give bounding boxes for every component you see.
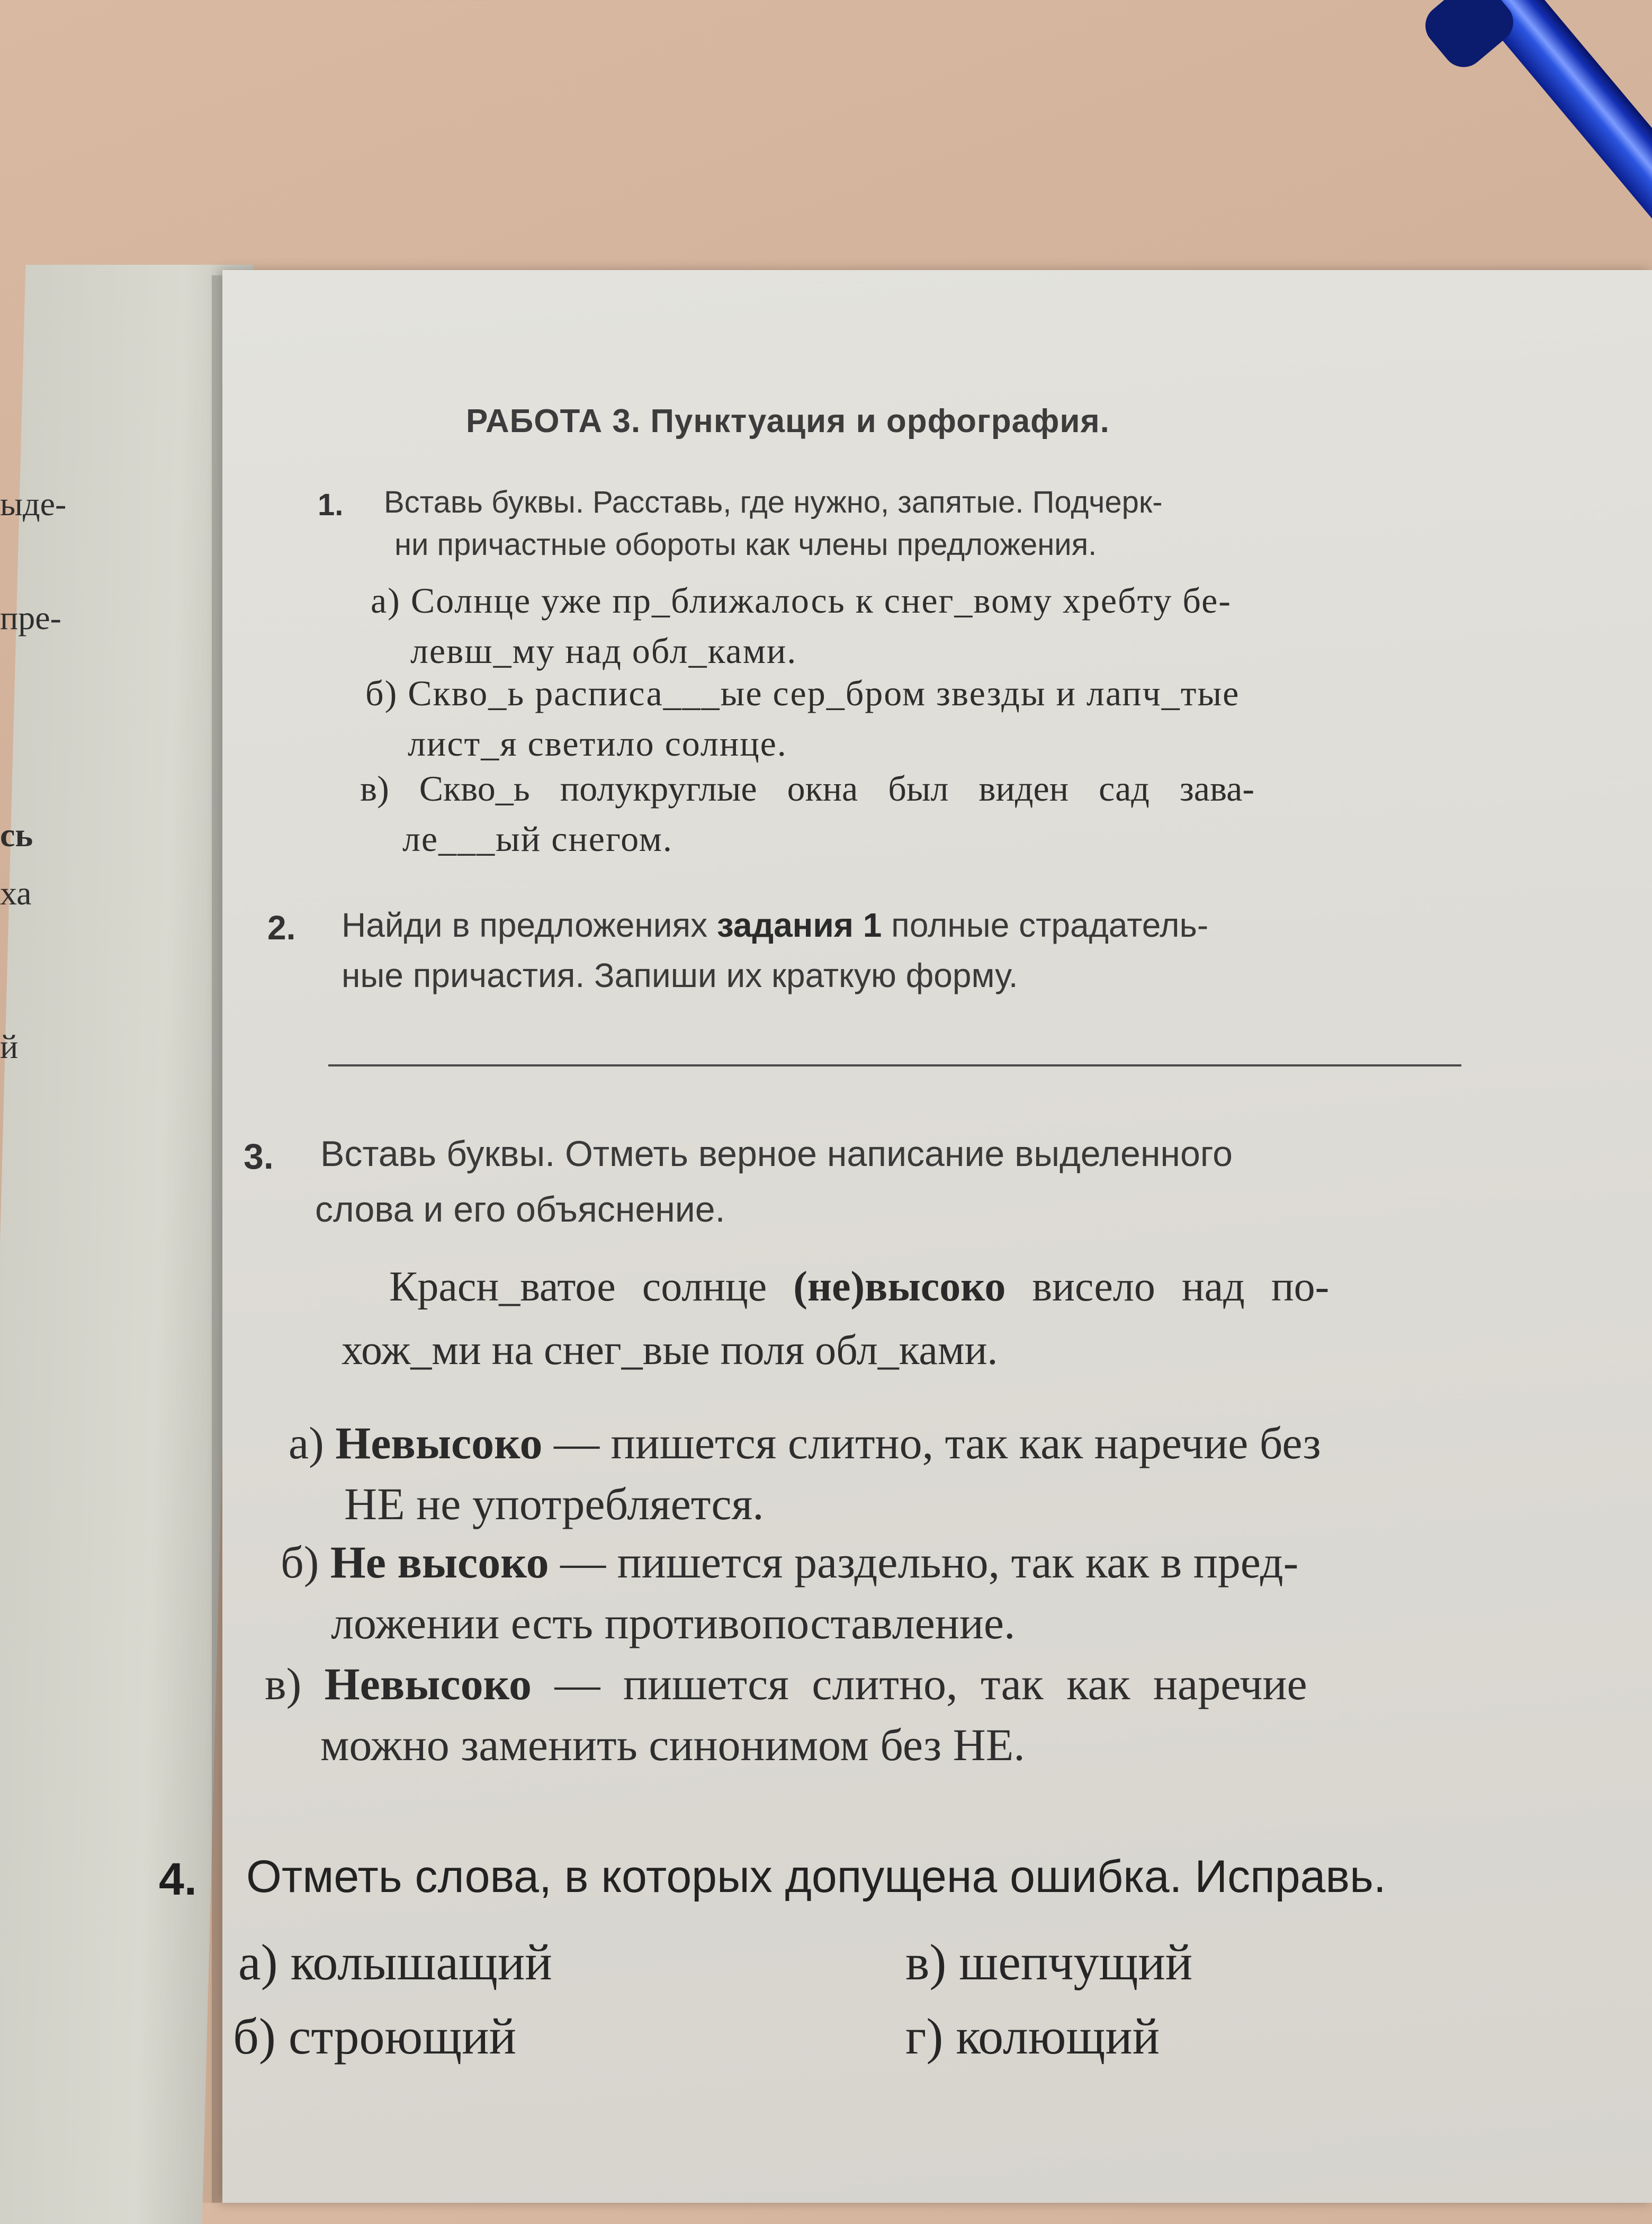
task4-word-b[interactable]: б) строющий [233, 2008, 516, 2065]
answer-line [328, 1064, 1461, 1066]
task4-word-a[interactable]: а) колышащий [238, 1934, 552, 1990]
task1-item-c-line1: в) Скво_ь полукруглые окна был виден сад зава- [360, 768, 1254, 809]
task4-instruction: Отметь слова, в которых допущена ошибка. Исправь. [246, 1851, 1386, 1902]
task3-option-b-line2: ложении есть противопоставление. [331, 1598, 1016, 1648]
task3-sentence-line2: хож_ми на снег_вые поля обл_ками. [342, 1327, 998, 1374]
task3-instruction-line2: слова и его объяснение. [315, 1189, 725, 1230]
task4-word-d[interactable]: г) колющий [905, 2008, 1160, 2065]
task3-option-a-line1[interactable]: а) Невысоко — пишется слитно, так как наречие без [289, 1418, 1321, 1468]
task3-number: 3. [244, 1136, 274, 1177]
task1-item-b-line2: лист_я светило солнце. [408, 723, 787, 764]
task1-instruction-line2: ни причастные обороты как члены предложения. [394, 527, 1097, 562]
left-fragment: пре- [0, 599, 61, 636]
task1-item-a-line1: а) Солнце уже пр_ближалось к снег_вому хребту бе- [371, 580, 1232, 621]
task1-instruction-line1: Вставь буквы. Расставь, где нужно, запятые. Подчерк- [384, 485, 1163, 519]
task3-option-c-line1[interactable]: в) Невысоко — пишется слитно, так как наречие [265, 1658, 1307, 1709]
task3-sentence-line1: Красн_ватое солнце (не)высоко висело над по- [389, 1263, 1330, 1310]
task1-item-a-line2: левш_му над обл_ками. [410, 631, 797, 671]
left-fragment: й [0, 1028, 19, 1065]
task2-line1: Найди в предложениях задания 1 полные страдатель- [342, 906, 1209, 944]
task3-option-b-line1[interactable]: б) Не высоко — пишется раздельно, так как в пред- [281, 1537, 1299, 1588]
task1-item-c-line2: ле___ый снегом. [402, 819, 673, 859]
task1-number: 1. [318, 488, 344, 522]
task4-word-c[interactable]: в) шепчущий [905, 1934, 1193, 1990]
page-title: РАБОТА 3. Пунктуация и орфография. [466, 403, 1110, 440]
task3-instruction-line1: Вставь буквы. Отметь верное написание выделенного [320, 1134, 1233, 1174]
task1-item-b-line1: б) Скво_ь расписа___ые сер_бром звезды и лапч_тые [365, 673, 1240, 713]
task4-number: 4. [159, 1854, 197, 1905]
task3-option-c-line2: можно заменить синонимом без НЕ. [320, 1719, 1025, 1770]
left-fragment: ха [0, 874, 32, 912]
left-fragment: ыде- [0, 485, 67, 523]
task3-option-a-line2: НЕ не употребляется. [344, 1478, 764, 1529]
left-fragment: сь [0, 816, 33, 854]
task2-number: 2. [267, 909, 296, 947]
task2-line2: ные причастия. Запиши их краткую форму. [342, 956, 1018, 994]
